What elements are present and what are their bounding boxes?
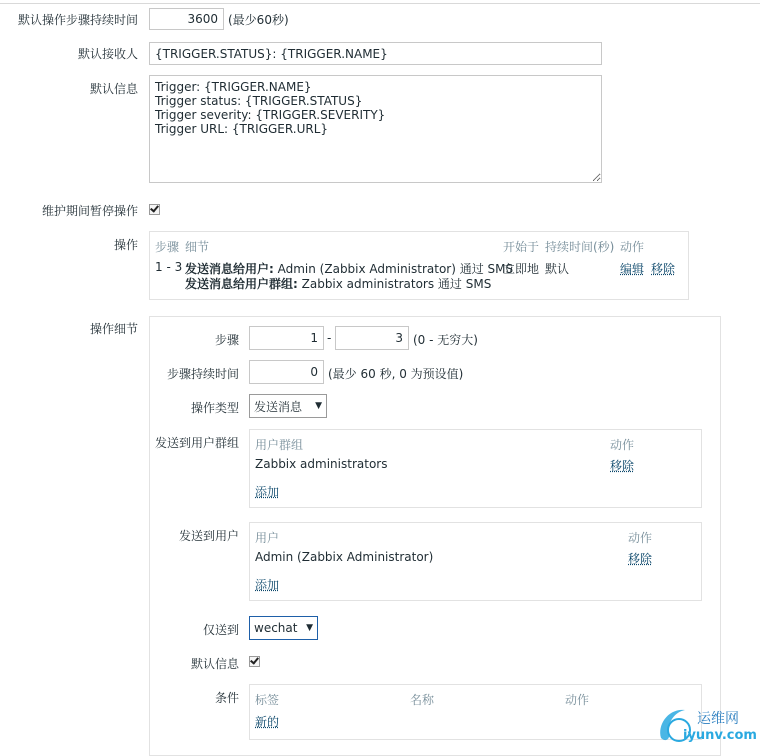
cond-col-action: 动作 <box>565 693 590 707</box>
chevron-down-icon: ▼ <box>306 623 313 633</box>
users-col-user: 用户 <box>255 531 280 545</box>
add-group-link[interactable]: 添加 <box>255 485 280 499</box>
col-details: 细节 <box>185 240 210 254</box>
remove-operation-link[interactable]: 移除 <box>651 262 676 276</box>
step-from-input[interactable] <box>249 326 324 350</box>
new-condition-link[interactable]: 新的 <box>255 715 280 729</box>
watermark-text-2: iyunv.com <box>683 728 757 743</box>
row-start: 立即地 <box>503 262 540 276</box>
col-start: 开始于 <box>503 240 540 254</box>
op-step-duration-input[interactable] <box>249 360 324 384</box>
conditions-table <box>249 684 702 740</box>
conditions-label: 条件 <box>214 691 239 705</box>
row-steps: 1 - 3 <box>155 260 183 274</box>
users-col-action: 动作 <box>628 531 653 545</box>
only-to-select[interactable] <box>249 616 318 640</box>
col-action: 动作 <box>620 240 645 254</box>
op-type-select[interactable] <box>249 394 327 418</box>
op-step-duration-hint: (最少 60 秒, 0 为预设值) <box>328 367 464 381</box>
pause-label: 维护期间暂停操作 <box>41 204 138 218</box>
add-user-link[interactable]: 添加 <box>255 578 280 592</box>
cond-col-label: 标签 <box>255 693 280 707</box>
edit-link[interactable]: 编辑 <box>620 262 645 276</box>
col-steps: 步骤 <box>155 240 180 254</box>
row-detail-2: 发送消息给用户群组: Zabbix administrators 通过 SMS <box>185 277 492 291</box>
cond-col-name: 名称 <box>410 693 435 707</box>
step-duration-hint: (最少60秒) <box>228 13 289 27</box>
op-type-label: 操作类型 <box>190 401 239 415</box>
remove-group-link[interactable]: 移除 <box>610 459 635 473</box>
only-to-value: wechat <box>254 621 298 635</box>
step-hint: (0 - 无穷大) <box>413 333 478 347</box>
row-duration: 默认 <box>545 262 570 276</box>
step-to-input[interactable] <box>335 326 409 350</box>
operations-label: 操作 <box>113 238 138 252</box>
send-users-table <box>249 522 702 601</box>
remove-user-link[interactable]: 移除 <box>628 552 653 566</box>
groups-col-action: 动作 <box>610 438 635 452</box>
watermark-logo <box>655 704 760 750</box>
send-groups-label: 发送到用户群组 <box>154 436 239 450</box>
op-details-label: 操作细节 <box>89 322 138 336</box>
pause-checkbox[interactable] <box>149 204 160 215</box>
chevron-down-icon: ▼ <box>315 401 322 411</box>
op-type-value: 发送消息 <box>254 399 303 414</box>
step-label: 步骤 <box>214 333 239 347</box>
send-users-label: 发送到用户 <box>178 529 239 543</box>
operations-table <box>149 231 689 300</box>
top-divider <box>0 3 760 4</box>
watermark-text-1: 运维网 <box>697 711 739 727</box>
step-duration-input[interactable] <box>149 8 224 30</box>
only-to-label: 仅送到 <box>202 623 239 637</box>
col-duration: 持续时间(秒) <box>545 240 615 254</box>
group-item: Zabbix administrators <box>255 457 388 471</box>
step-separator: - <box>327 331 332 345</box>
default-msg-checkbox[interactable] <box>249 656 260 667</box>
default-msg-label: 默认信息 <box>190 657 239 671</box>
subject-input[interactable] <box>149 42 602 65</box>
op-step-duration-label: 步骤持续时间 <box>166 367 239 381</box>
user-item: Admin (Zabbix Administrator) <box>255 550 434 564</box>
send-groups-table <box>249 429 702 508</box>
subject-label: 默认接收人 <box>77 47 138 61</box>
step-duration-label: 默认操作步骤持续时间 <box>17 13 138 27</box>
groups-col-group: 用户群组 <box>255 438 304 452</box>
message-label: 默认信息 <box>89 82 138 96</box>
row-detail-1: 发送消息给用户: Admin (Zabbix Administrator) 通过 SMS <box>185 262 514 276</box>
message-textarea[interactable] <box>149 75 602 183</box>
